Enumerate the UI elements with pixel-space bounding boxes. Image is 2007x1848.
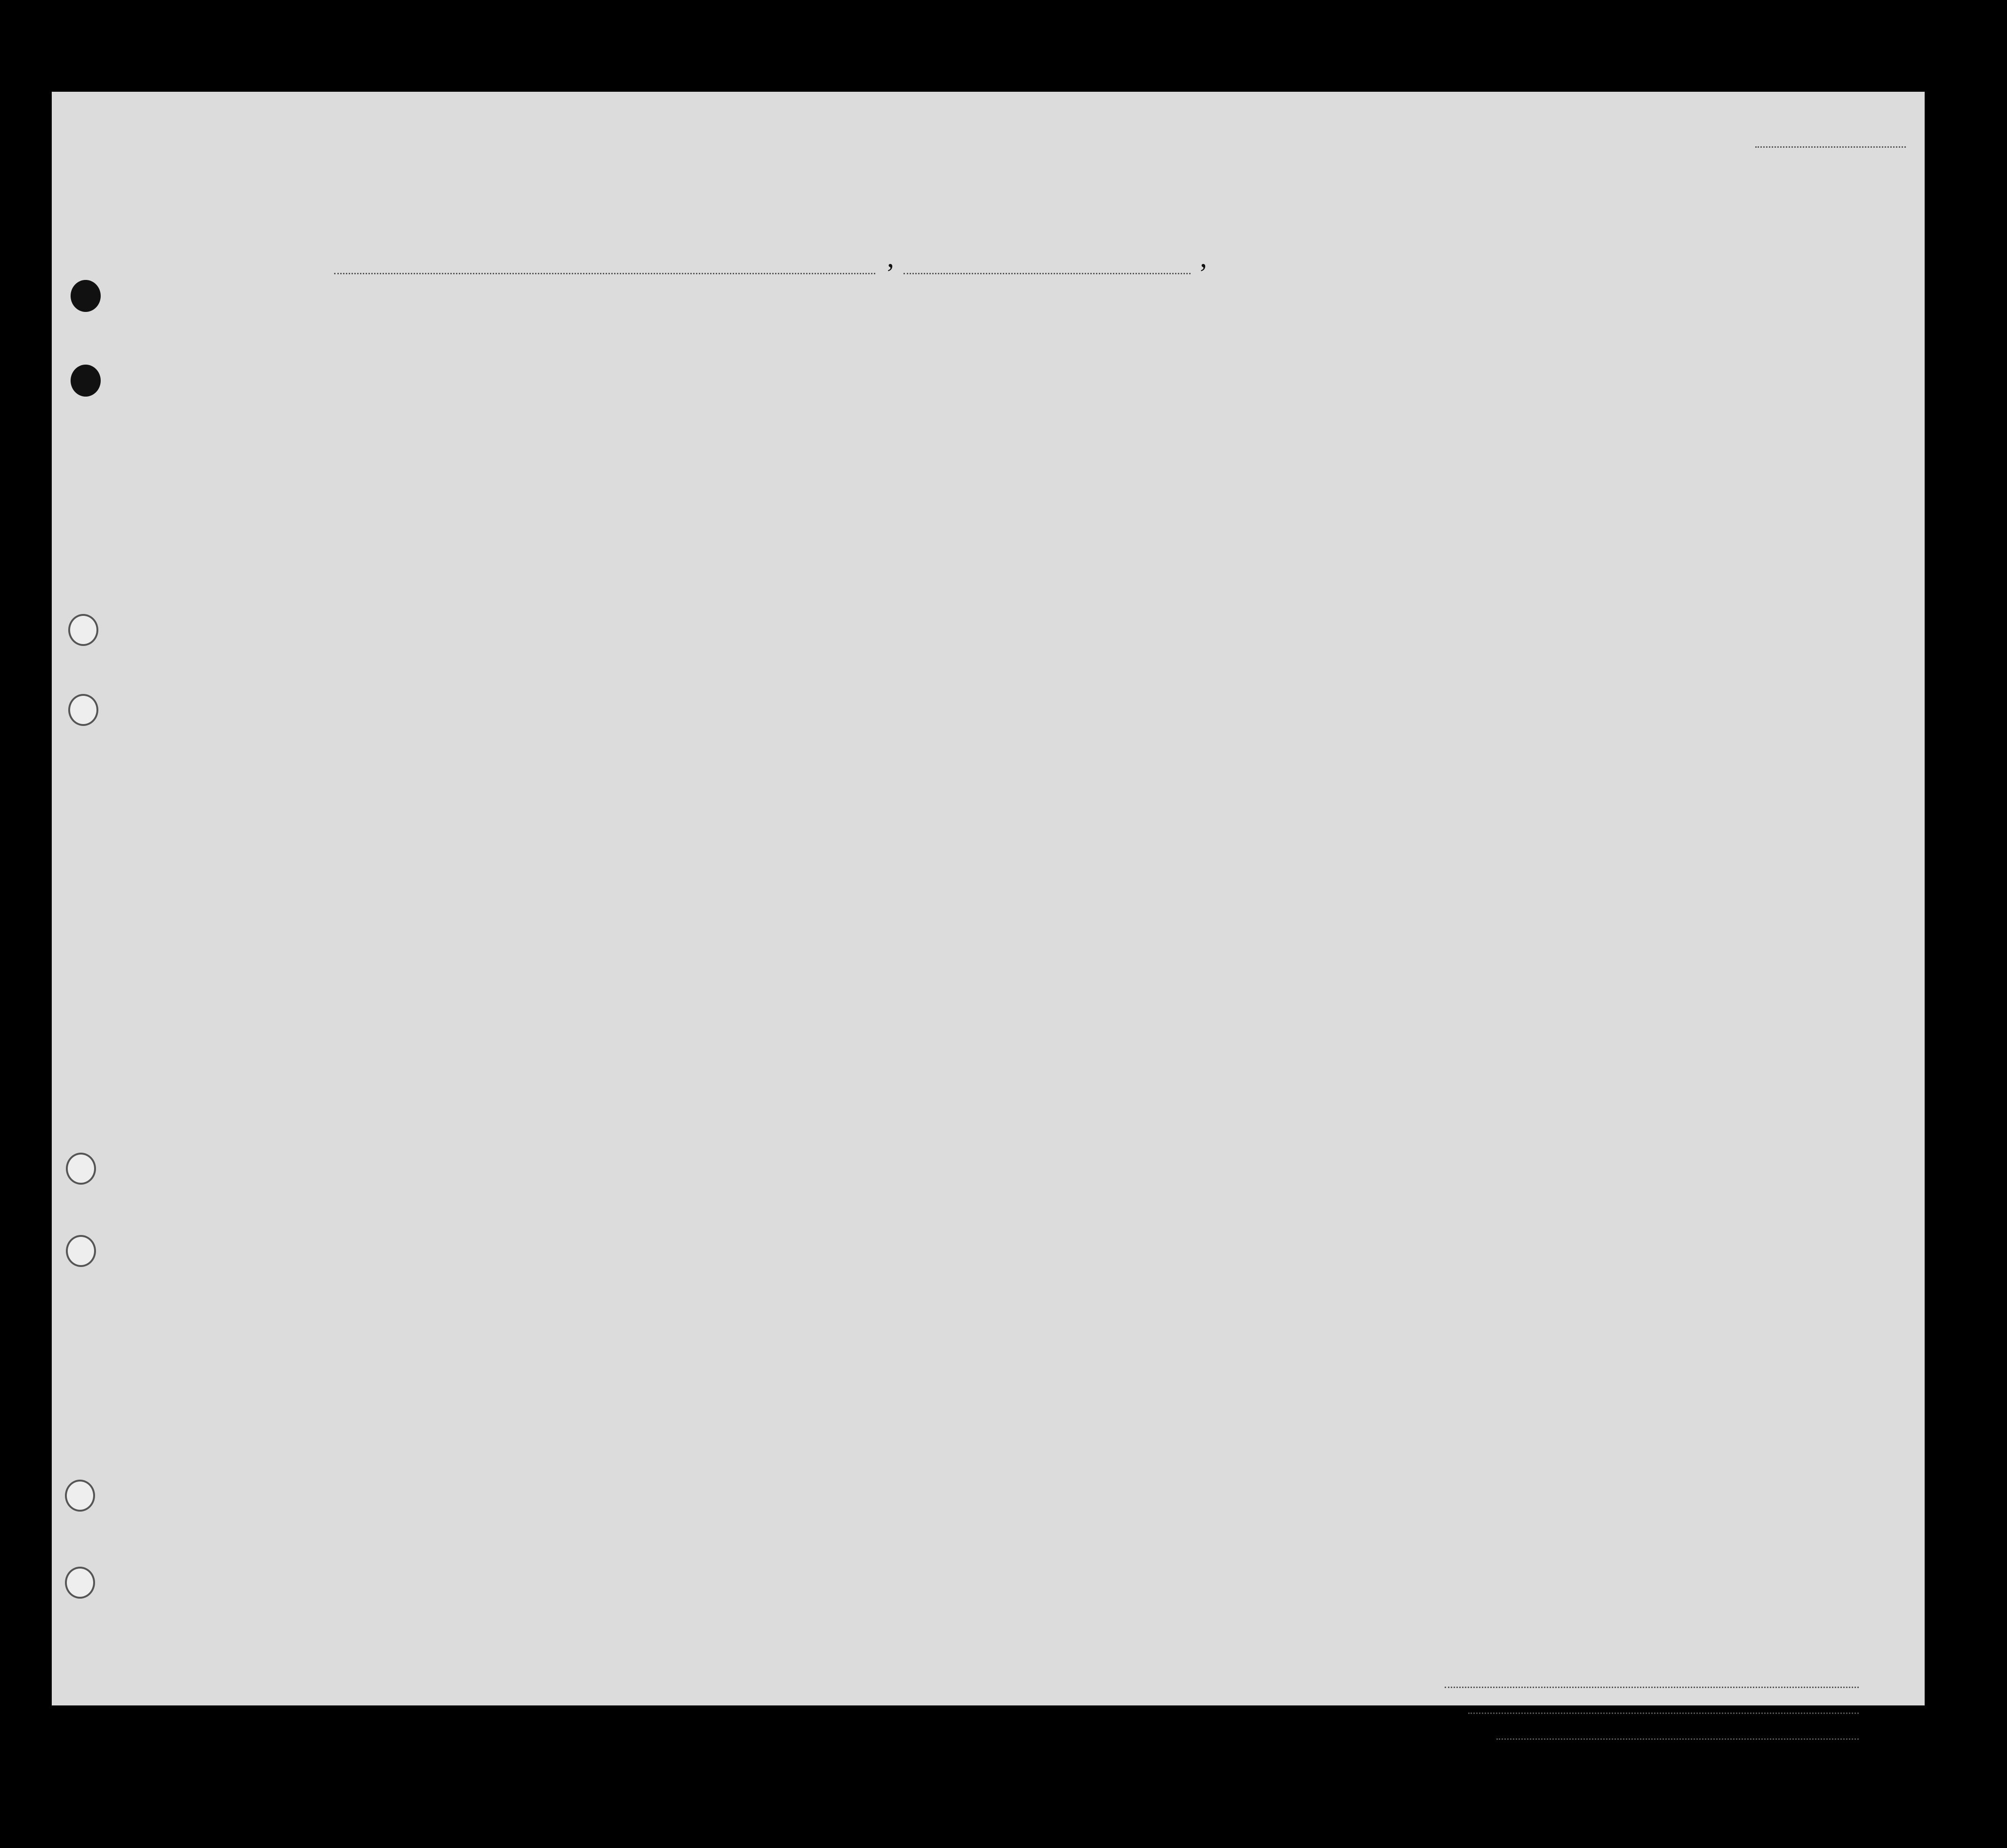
comma: ,	[887, 242, 894, 273]
comma: ,	[1200, 242, 1207, 273]
manifest-grid	[52, 92, 1925, 1705]
manifest-sheet	[52, 92, 1925, 1705]
line-underline	[1445, 1687, 1859, 1688]
agents-underline	[1496, 1738, 1859, 1740]
owners-underline	[1468, 1713, 1859, 1714]
